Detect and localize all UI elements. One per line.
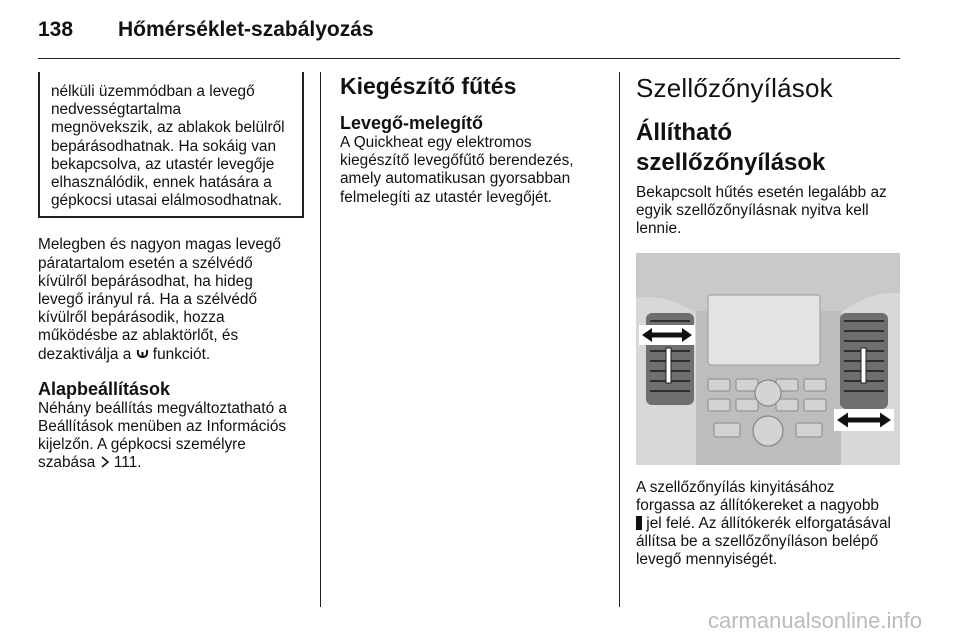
dashboard-illustration (636, 253, 900, 465)
dashboard-vents-figure (636, 253, 900, 465)
page-header (38, 18, 920, 48)
arrow-right-double (834, 409, 894, 431)
column-right (636, 72, 902, 570)
vents-instruction-text: A szellőzőnyílás kinyitásához forgassa az állítókereket a nagyobb jel felé. Az állítókerék elforgatásával állítsa be a szellőzőnyíláson belépő levegő mennyiségét. (636, 478, 891, 569)
page-ref-icon[interactable] (100, 454, 110, 471)
column-middle (340, 72, 602, 207)
watermark: carmanualsonline.info (707, 608, 922, 633)
section-title-vents: Szellőzőnyílások (636, 73, 833, 103)
air-heater-text: A Quickheat egy elektromos kiegészítő levegőfűtő berendezés, amely automatikusan gyorsabban felmelegíti az utastér levegőjét. (340, 134, 574, 206)
note-box-text: nélküli üzemmódban a levegő nedvességtartalma megnövekszik, az ablakok belülről bepárásodhatnak. Ha sokáig van bekapcsolva, az utastér levegője elhasználódik, ennek hatására a gépkocsi utasai elálmosodhatnak. (51, 83, 285, 210)
defog-paragraph: Melegben és nagyon magas levegő páratartalom esetén a szélvédő kívülről bepárásodhat, ha hideg levegő irányul rá. Ha a szélvédő kívülről bepárásodik, hozza működésbe az ablaktörlőt, és dezaktiválja a funkciót. (38, 236, 281, 363)
section-title-basic-settings: Alapbeállítások (38, 378, 171, 399)
page-number: 138 (38, 18, 74, 41)
subsection-title-adjustable-vents: Állítható szellőzőnyílások (636, 119, 826, 176)
column-left (38, 72, 304, 473)
vents-intro-text: Bekapcsolt hűtés esetén legalább az egyik szellőzőnyílásnak nyitva kell lennie. (636, 184, 887, 238)
arrow-left-double (639, 325, 695, 345)
section-title-aux-heating: Kiegészítő fűtés (340, 73, 517, 99)
column-divider-1 (320, 72, 321, 607)
column-divider-2 (619, 72, 620, 607)
header-rule (38, 58, 900, 59)
page-title: Hőmérséklet-szabályozás (118, 18, 374, 41)
subsection-title-air-heater: Levegő-melegítő (340, 113, 484, 133)
basic-settings-text: Néhány beállítás megváltoztatható a Beállítások menüben az Információs kijelzőn. A gépkocsi személyre szabása 111. (38, 399, 287, 472)
note-box (38, 72, 304, 218)
wiper-icon (136, 346, 149, 363)
